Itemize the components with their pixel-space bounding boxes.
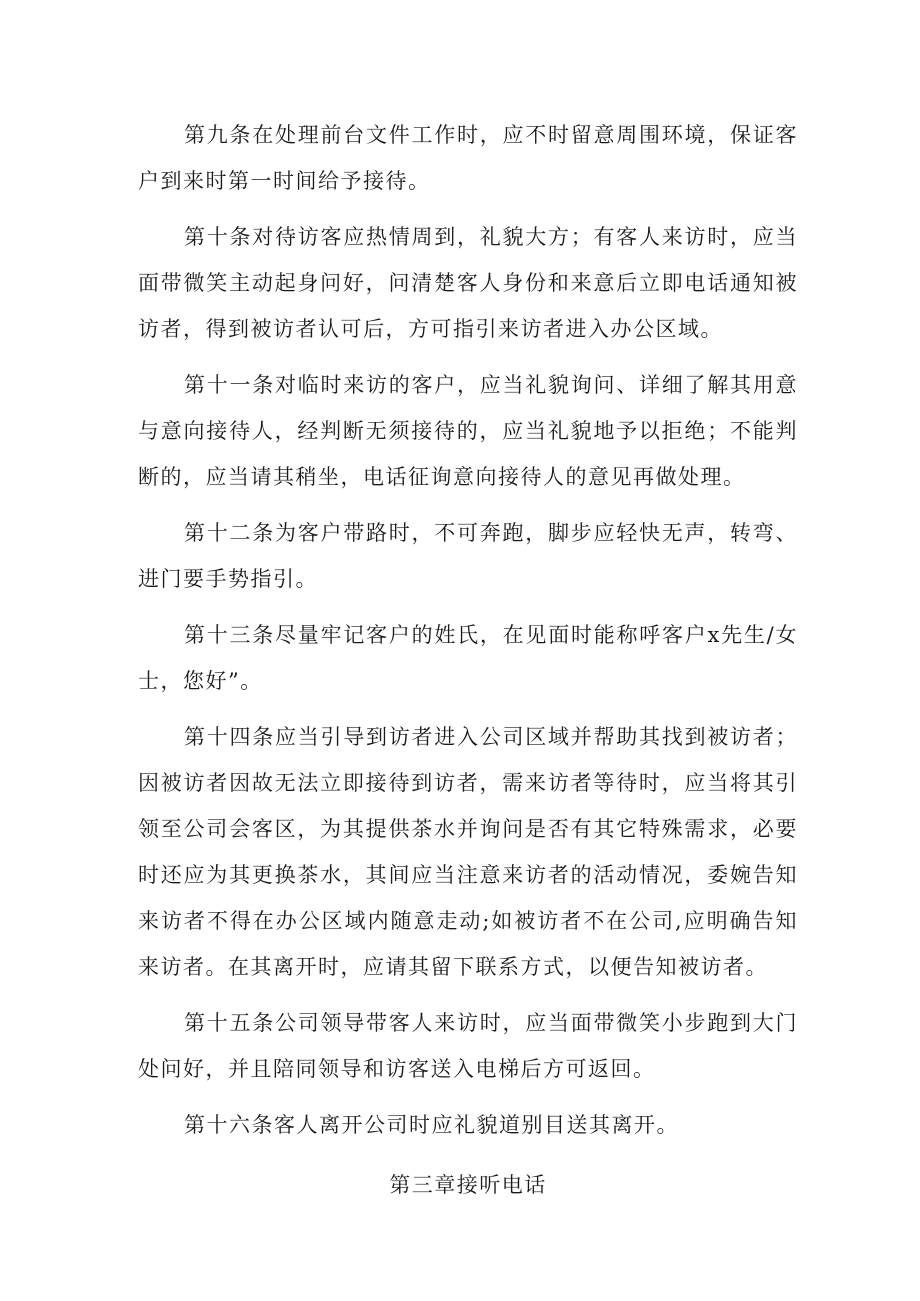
article-10-paragraph: 第十条对待访客应热情周到，礼貌大方；有客人来访时，应当面带微笑主动起身问好，问清楚客人身份和来意后立即电话通知被访者，得到被访者认可后，方可指引来访者进入办公区域。 [138,225,798,341]
article-12-paragraph: 第十二条为客户带路时，不可奔跑，脚步应轻快无声，转弯、进门要手势指引。 [138,521,798,591]
article-14-paragraph: 第十四条应当引导到访者进入公司区域并帮助其找到被访者；因被访者因故无法立即接待到访者，需来访者等待时，应当将其引领至公司会客区，为其提供茶水并询问是否有其它特殊需求，必要时还应为其更换茶水，其间应当注意来访者的活动情况，委婉告知来访者不得在办公区域内随意走动;如被访者不在公司,应明确告知来访者。在其离开时，应请其留下联系方式，以便告知被访者。 [138,725,798,979]
article-9-paragraph: 第九条在处理前台文件工作时，应不时留意周围环境，保证客户到来时第一时间给予接待。 [138,123,798,193]
article-15-paragraph: 第十五条公司领导带客人来访时，应当面带微笑小步跑到大门处问好，并且陪同领导和访客送入电梯后方可返回。 [138,1011,798,1081]
chapter-title: 第三章接听电话 [389,1173,547,1197]
article-13-paragraph: 第十三条尽量牢记客户的姓氏，在见面时能称呼客户x先生/女士，您好”。 [138,623,798,693]
article-11-paragraph: 第十一条对临时来访的客户，应当礼貌询问、详细了解其用意与意向接待人，经判断无须接待的，应当礼貌地予以拒绝；不能判断的，应当请其稍坐，电话征询意向接待人的意见再做处理。 [138,373,798,489]
document-body [138,112,798,1208]
article-16-paragraph: 第十六条客人离开公司时应礼貌道别目送其离开。 [184,1113,679,1137]
